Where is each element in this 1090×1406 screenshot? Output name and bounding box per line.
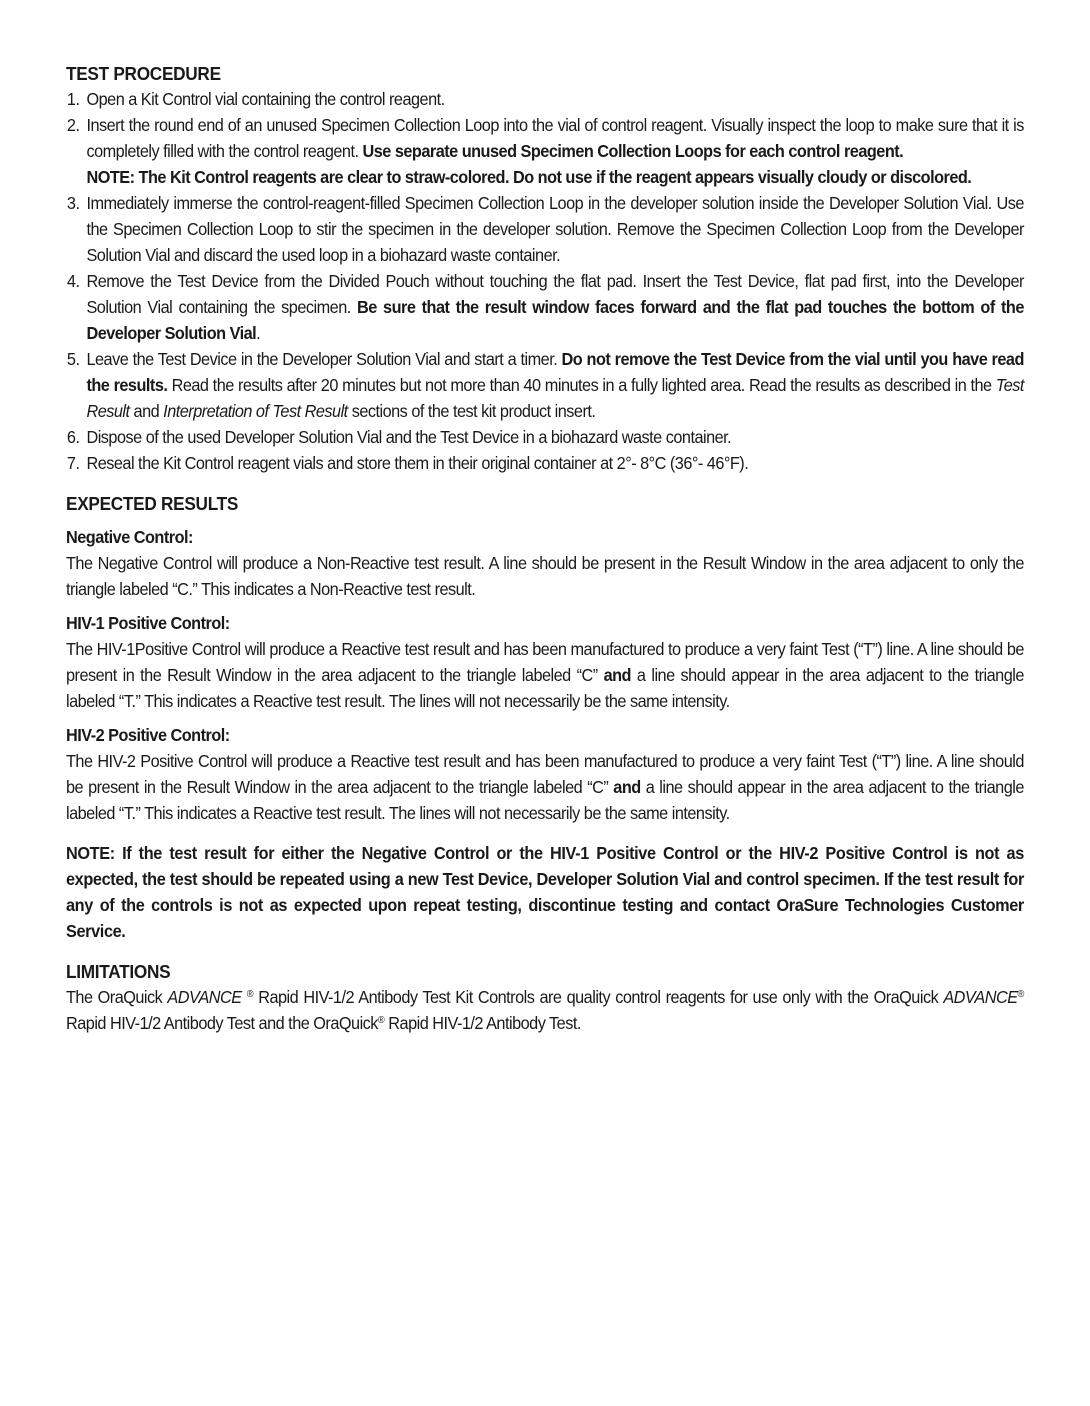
- hiv2-text-part: The HIV-2 Positive Control will produce a Reactive test result and has been manufactured to produce a very faint Test (“T”) line. A line should be present in the Result Window in the area adjacent to the triangle labeled “C”: [66, 751, 1024, 797]
- limitations-part: Rapid HIV-1/2 Antibody Test and the OraQuick: [66, 1013, 378, 1033]
- step-number: 1.: [66, 89, 80, 109]
- step-text: Remove the Test Device from the Divided Pouch without touching the flat pad. Insert the Test Device, flat pad first, into the Developer Solution Vial containing the specimen.: [86, 271, 1024, 317]
- step-text: Immediately immerse the control-reagent-filled Specimen Collection Loop in the developer solution inside the Developer Solution Vial. Use the Specimen Collection Loop to stir the specimen in the developer solution. Remove the Specimen Collection Loop from the Developer Solution Vial and discard the used loop in a biohazard waste container.: [86, 193, 1024, 265]
- step-text-2: Read the results after 20 minutes but not more than 40 minutes in a fully lighted area. Read the results as described in the: [167, 375, 996, 395]
- expected-results-heading: EXPECTED RESULTS: [66, 493, 239, 514]
- procedure-step-3: [66, 190, 1024, 268]
- hiv2-positive-control-text: [66, 748, 1024, 826]
- procedure-step-1: [66, 86, 1024, 112]
- step-text: Reseal the Kit Control reagent vials and store them in their original container at 2°- 8°C (36°- 46°F).: [86, 453, 749, 473]
- step-text: Insert the round end of an unused Specimen Collection Loop into the vial of control reagent. Visually inspect the loop to make sure that it is completely filled with the control reagent.: [86, 115, 1024, 161]
- hiv2-positive-control-heading: HIV-2 Positive Control:: [66, 725, 230, 745]
- expected-results-note: NOTE: If the test result for either the Negative Control or the HIV-1 Positive Control or the HIV-2 Positive Control is not as expected, the test should be repeated using a new Test Device, Developer Solution Vial and control specimen. If the test result for any of the controls is not as expected upon repeat testing, discontinue testing and contact OraSure Technologies Customer Service.: [66, 843, 1024, 941]
- limitations-section: [66, 960, 1024, 1036]
- procedure-step-2: [66, 112, 1024, 190]
- registered-mark: ®: [1017, 989, 1024, 1000]
- registered-mark: ®: [377, 1015, 385, 1026]
- procedure-step-6: [66, 424, 1024, 450]
- limitations-text: [66, 984, 1024, 1036]
- step-number: 4.: [66, 271, 80, 291]
- step-italic-ref: Interpretation of Test Result: [163, 401, 348, 421]
- step-text: Dispose of the used Developer Solution Vial and the Test Device in a biohazard waste container.: [86, 427, 732, 447]
- step-number: 5.: [66, 349, 80, 369]
- limitations-part: Rapid HIV-1/2 Antibody Test.: [384, 1013, 581, 1033]
- procedure-step-4: [66, 268, 1024, 346]
- step-number: 6.: [66, 427, 80, 447]
- registered-mark: ®: [246, 989, 254, 1000]
- limitations-heading: LIMITATIONS: [66, 961, 171, 982]
- negative-control-text: The Negative Control will produce a Non-Reactive test result. A line should be present in the Result Window in the area adjacent to only the triangle labeled “C.” This indicates a Non-Reactive test result.: [66, 553, 1024, 599]
- limitations-part: Rapid HIV-1/2 Antibody Test Kit Controls are quality control reagents for use only with the OraQuick: [253, 987, 944, 1007]
- hiv1-positive-control-heading: HIV-1 Positive Control:: [66, 613, 230, 633]
- brand-advance: ADVANCE: [167, 987, 242, 1007]
- hiv2-text-part-2: a line should appear in the area adjacent to the triangle labeled “T.” This indicates a Reactive test result. The lines will not necessarily be the same intensity.: [66, 777, 1024, 823]
- expected-results-section: [66, 492, 1024, 944]
- step-tail: .: [256, 323, 261, 343]
- step-emphasis: Be sure that the result window faces forward and the flat pad touches the bottom of the Developer Solution Vial: [86, 297, 1024, 343]
- step-note: NOTE: The Kit Control reagents are clear to straw-colored. Do not use if the reagent appears visually cloudy or discolored.: [86, 167, 972, 187]
- document-page: [66, 62, 1024, 1036]
- hiv1-text-part-2: a line should appear in the area adjacent to the triangle labeled “T.” This indicates a Reactive test result. The lines will not necessarily be the same intensity.: [66, 665, 1024, 711]
- negative-control-heading: Negative Control:: [66, 527, 193, 547]
- step-number: 3.: [66, 193, 80, 213]
- step-emphasis: Do not remove the Test Device from the vial until you have read the results.: [86, 349, 1024, 395]
- hiv1-text-part: The HIV-1Positive Control will produce a Reactive test result and has been manufactured to produce a very faint Test (“T”) line. A line should be present in the Result Window in the area adjacent to the triangle labeled “C”: [66, 639, 1024, 685]
- procedure-step-5: [66, 346, 1024, 424]
- step-text-3: and: [129, 401, 164, 421]
- procedure-steps: [66, 86, 1024, 476]
- step-text-4: sections of the test kit product insert.: [347, 401, 596, 421]
- hiv2-and-emphasis: and: [613, 777, 641, 797]
- test-procedure-heading: TEST PROCEDURE: [66, 63, 221, 84]
- procedure-step-7: [66, 450, 1024, 476]
- limitations-part: The OraQuick: [66, 987, 168, 1007]
- step-text: Open a Kit Control vial containing the control reagent.: [86, 89, 445, 109]
- step-text: Leave the Test Device in the Developer Solution Vial and start a timer.: [86, 349, 562, 369]
- step-number: 2.: [66, 115, 80, 135]
- brand-advance: ADVANCE: [943, 987, 1018, 1007]
- step-italic-ref: Test Result: [86, 375, 1024, 421]
- hiv1-and-emphasis: and: [603, 665, 631, 685]
- step-emphasis: Use separate unused Specimen Collection Loops for each control reagent.: [362, 141, 904, 161]
- hiv1-positive-control-text: [66, 636, 1024, 714]
- step-number: 7.: [66, 453, 80, 473]
